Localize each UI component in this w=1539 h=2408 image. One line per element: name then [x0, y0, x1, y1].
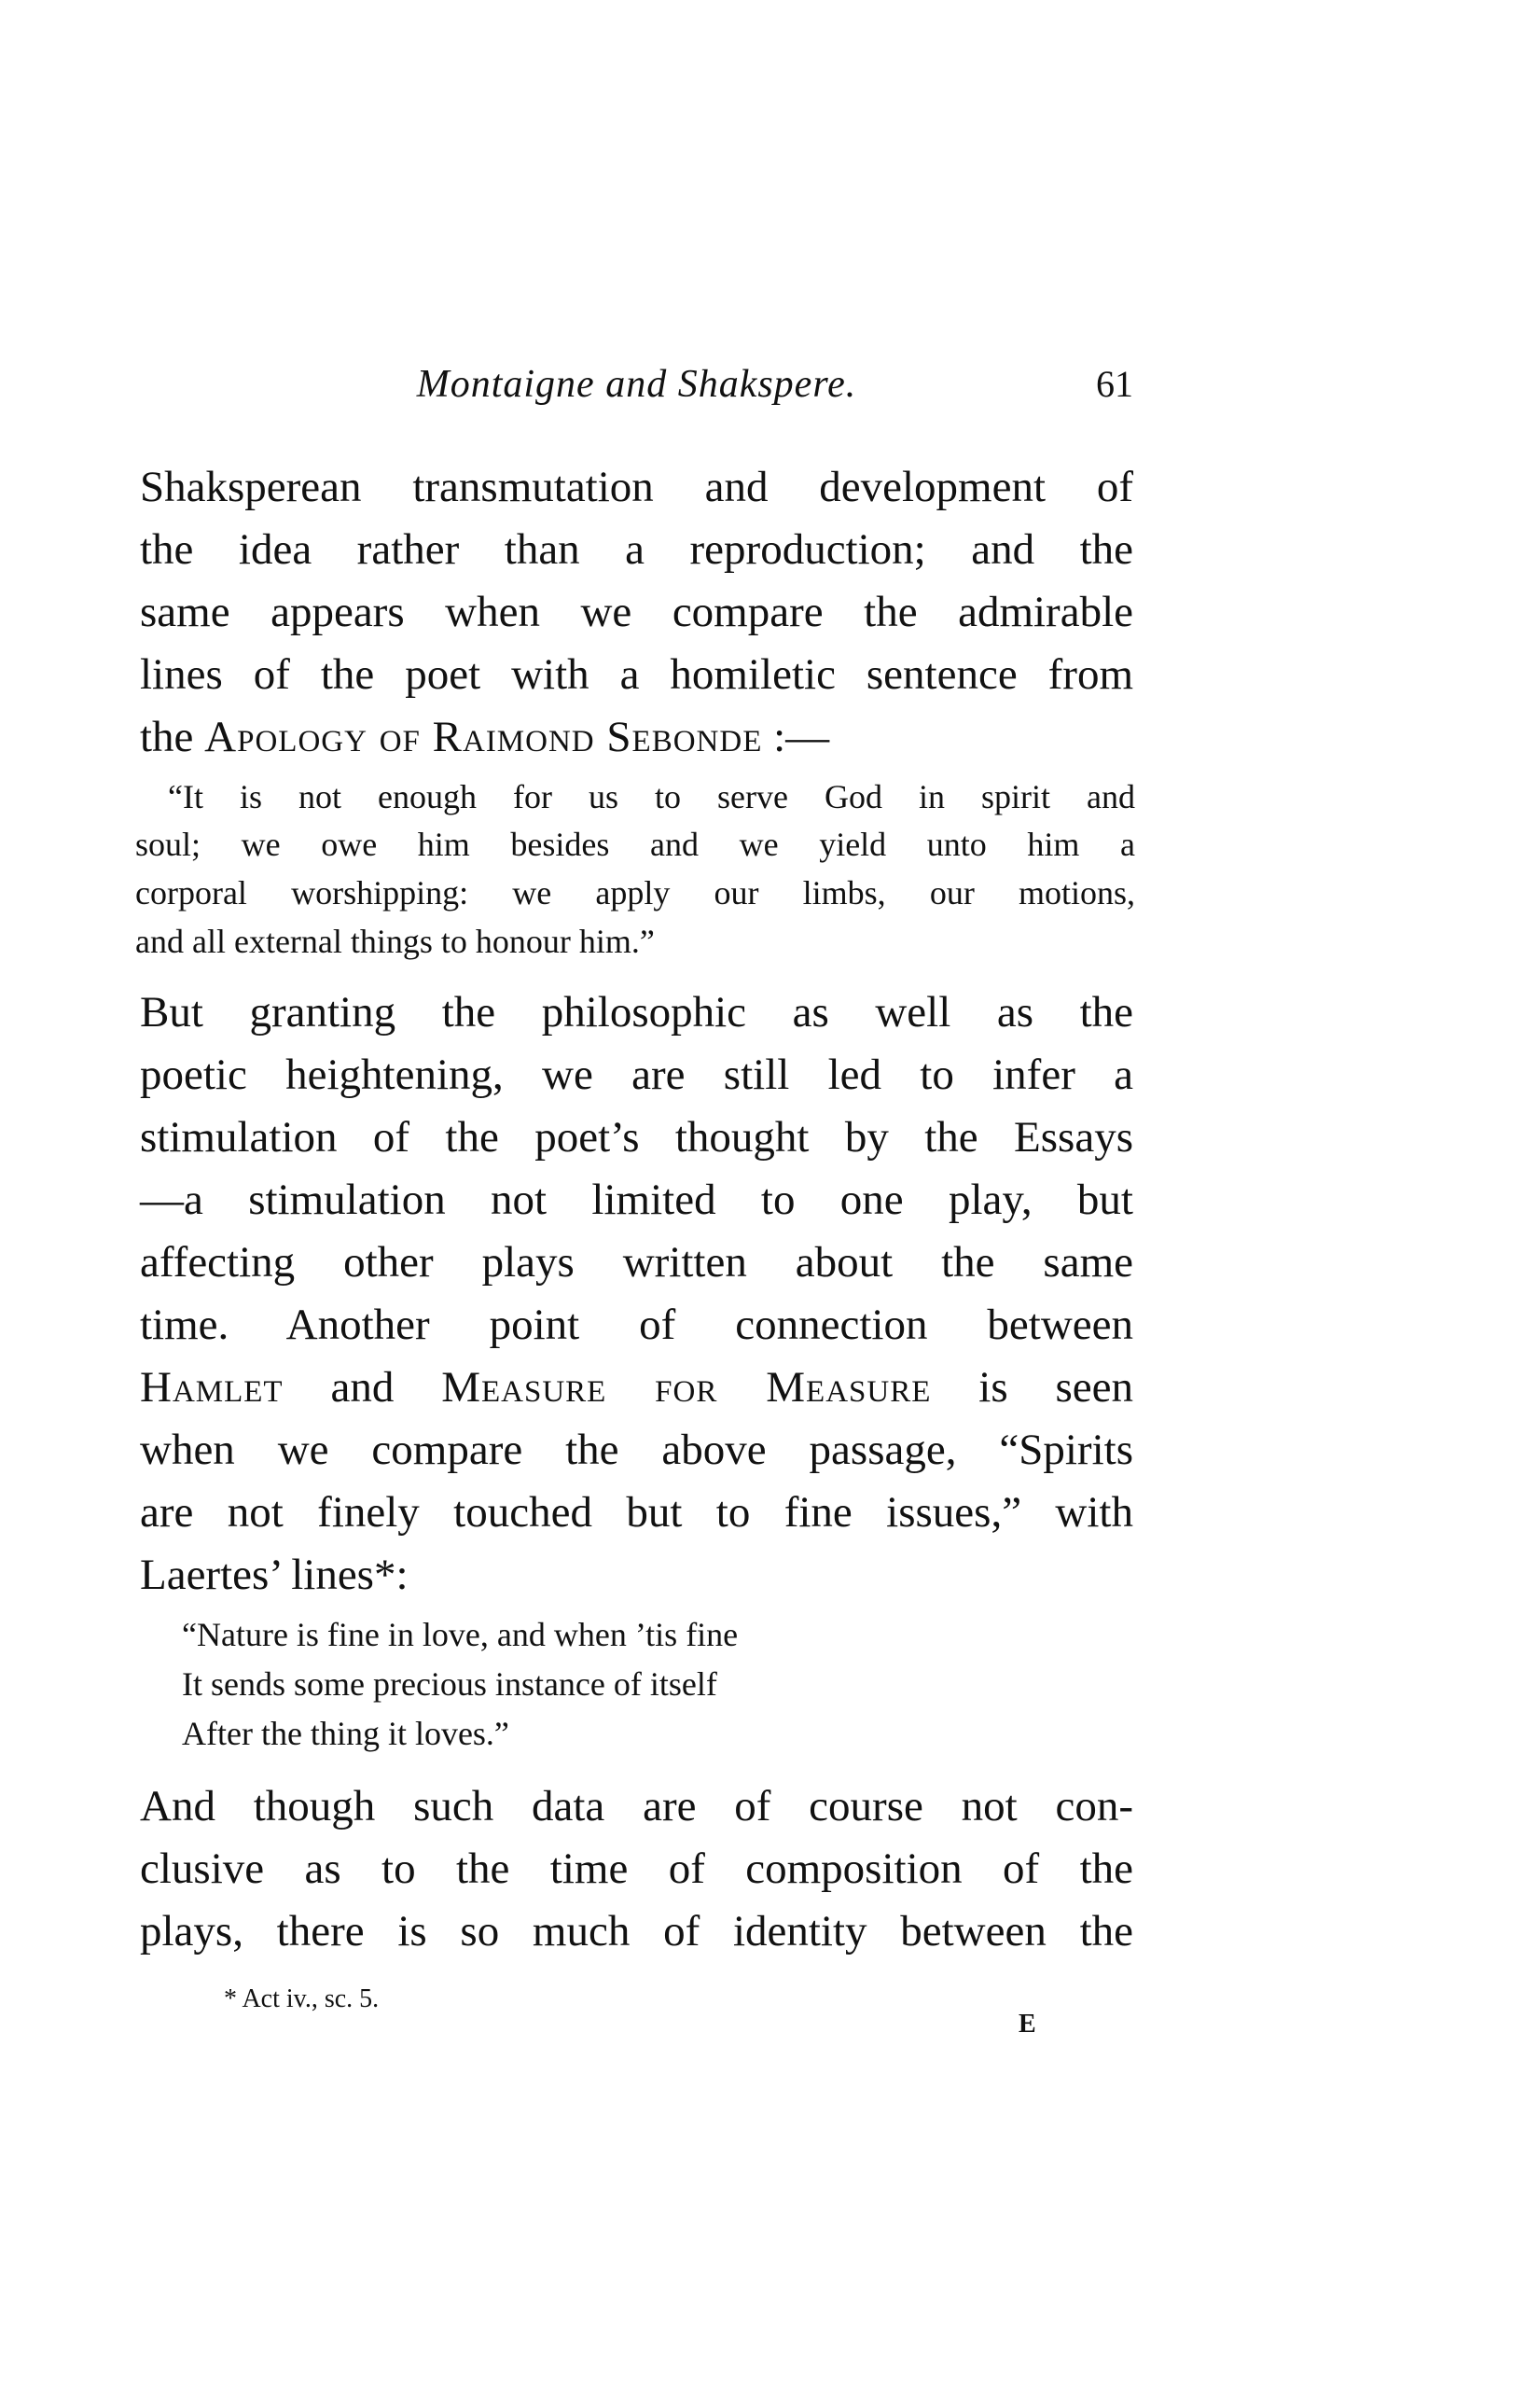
text-line: are not finely touched but to fine issues,” with — [140, 1488, 1133, 1537]
text-line: when we compare the above passage, “Spirits — [140, 1426, 1133, 1474]
text-line: —a stimulation not limited to one play, but — [140, 1176, 1133, 1224]
play-title: Hamlet — [140, 1363, 284, 1412]
footnote: * Act iv., sc. 5. — [224, 1984, 380, 2013]
work-title: Apology of Raimond Sebonde — [204, 713, 763, 761]
text-line: the idea rather than a reproduction; and the — [140, 525, 1133, 574]
text-fragment: :— — [762, 713, 830, 761]
text-line: affecting other plays written about the same — [140, 1238, 1133, 1287]
quote-line: and all external things to honour him.” — [135, 923, 655, 960]
play-title: Measure for Measure — [441, 1363, 932, 1412]
quote-line: “It is not enough for us to serve God in spirit and — [168, 778, 1135, 815]
verse-line: “Nature is fine in love, and when ’tis fine — [182, 1616, 739, 1653]
text-line: Shaksperean transmutation and development of — [140, 463, 1133, 511]
verse-line: After the thing it loves.” — [182, 1715, 509, 1752]
text-fragment: the — [140, 713, 205, 761]
text-line: But granting the philosophic as well as the — [140, 988, 1133, 1037]
text-fragment: and — [283, 1363, 442, 1412]
text-line: time. Another point of connection between — [140, 1301, 1133, 1349]
page-number: 61 — [1096, 363, 1133, 405]
signature-mark: E — [1019, 2010, 1036, 2039]
running-head — [140, 362, 1133, 418]
quote-line: corporal worshipping: we apply our limbs, our motions, — [135, 874, 1135, 912]
verse-line: It sends some precious instance of itself — [182, 1665, 717, 1703]
text-line: lines of the poet with a homiletic sentence from — [140, 650, 1133, 699]
text-line: plays, there is so much of identity between the — [140, 1907, 1133, 1956]
text-line: same appears when we compare the admirable — [140, 588, 1133, 636]
text-fragment: is seen — [931, 1363, 1133, 1412]
text-line: And though such data are of course not con- — [140, 1782, 1133, 1830]
text-line: clusive as to the time of composition of the — [140, 1844, 1133, 1893]
text-line: stimulation of the poet’s thought by the Essays — [140, 1113, 1133, 1162]
running-title: Montaigne and Shakspere. — [416, 363, 857, 406]
text-line: poetic heightening, we are still led to infer a — [140, 1051, 1133, 1099]
text-line — [140, 1359, 1133, 1415]
text-line — [140, 709, 1133, 765]
text-line: Laertes’ lines*: — [140, 1551, 409, 1599]
quote-line: soul; we owe him besides and we yield unto him a — [135, 826, 1135, 863]
